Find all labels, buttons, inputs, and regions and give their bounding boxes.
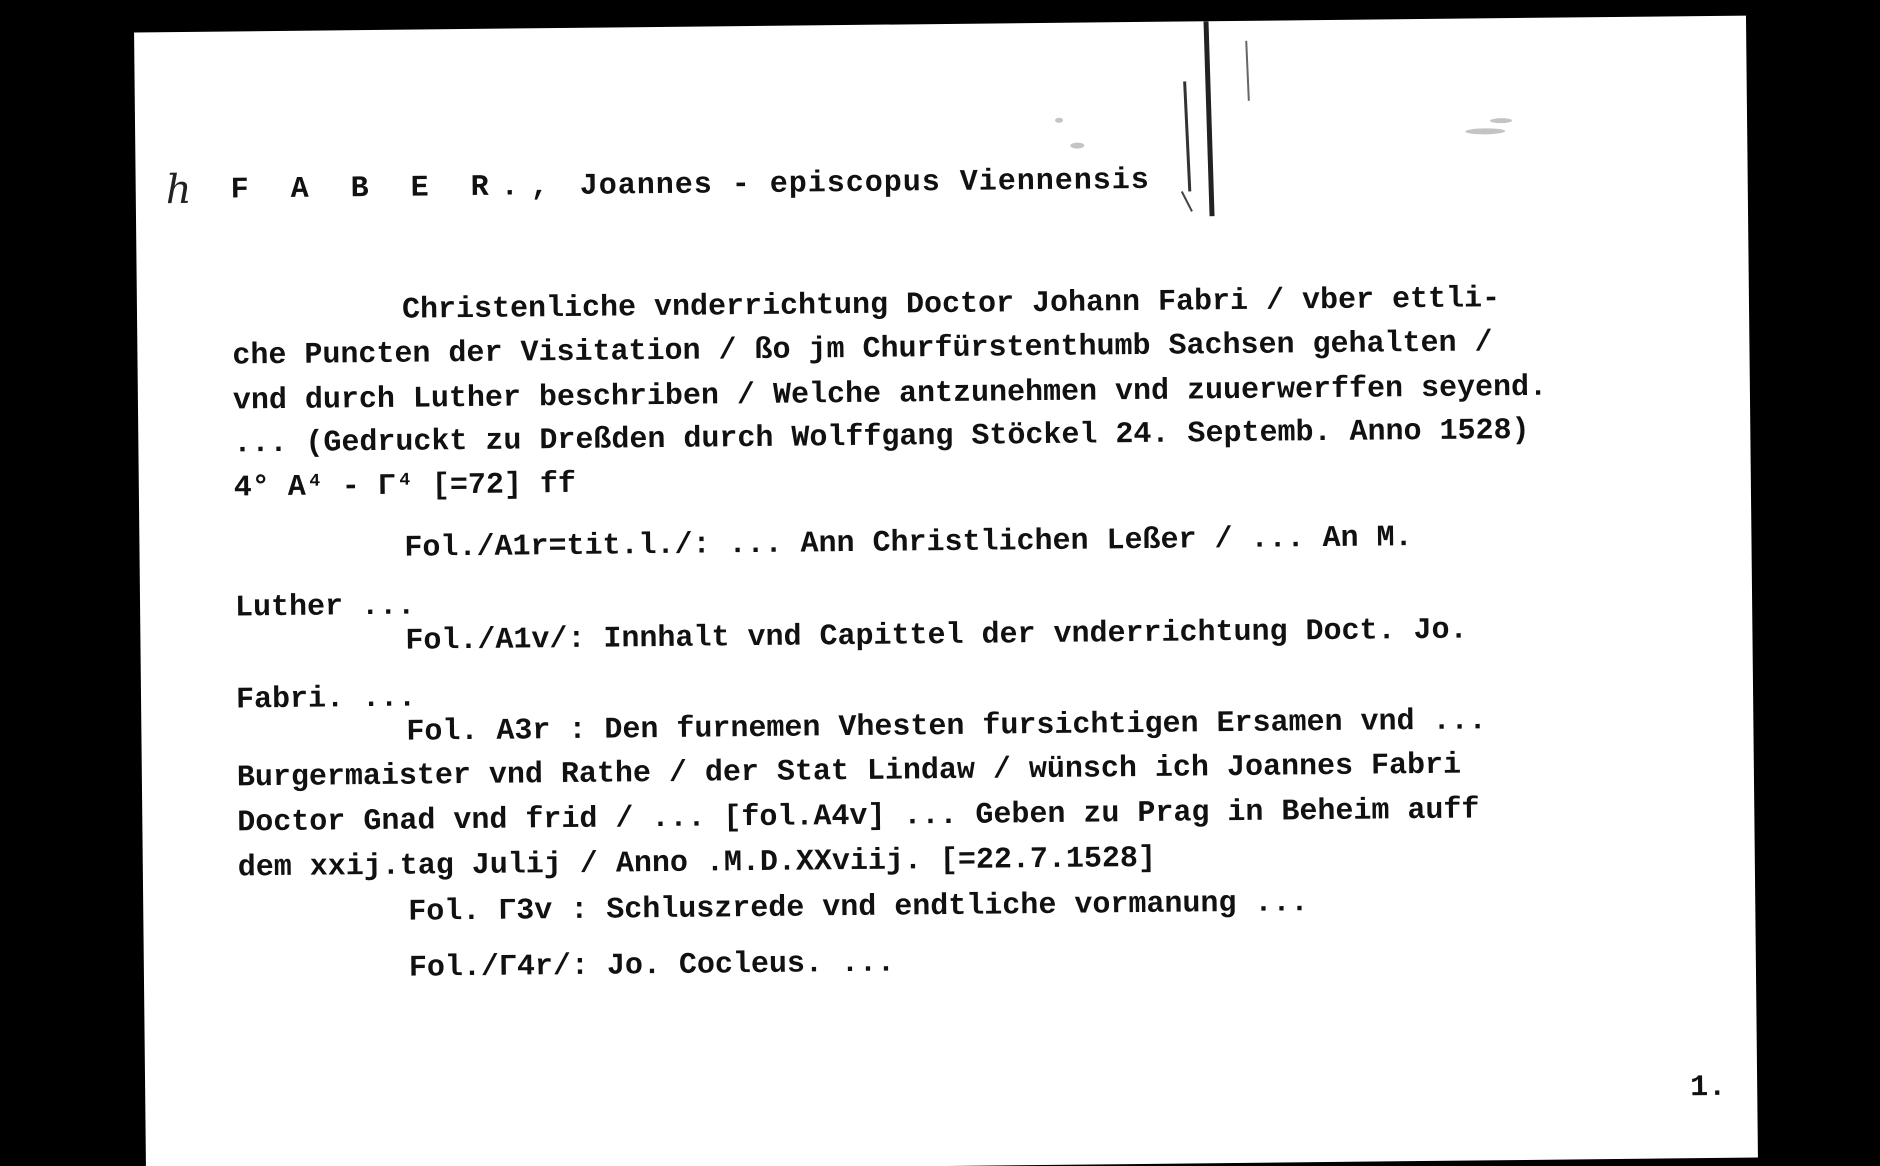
heading-rest: Joannes - episcopus Viennensis [579, 163, 1151, 204]
speck [1055, 118, 1063, 123]
collation-line: 4° A⁴ - Γ⁴ [=72] ff [233, 467, 577, 506]
text-line-11: Burgermaister vnd Rathe / der Stat Lindaw / wünsch ich Joannes Fabri [236, 748, 1462, 796]
text-line-1: Christenliche vnderrichtung Doctor Johann Fabri / vber ettli- [401, 282, 1501, 328]
text-line-8: Fol./A1v/: Innhalt vnd Capittel der vnderrichtung Doct. Jo. [405, 613, 1468, 659]
heading-surname: F A B E R., [230, 170, 561, 208]
text-line-9: Fabri. ... [235, 681, 417, 718]
text-line-12: Doctor Gnad vnd frid / ... [fol.A4v] ... Geben zu Prag in Beheim auff [237, 793, 1480, 841]
speck [1465, 128, 1505, 134]
catalog-card [134, 16, 1758, 1166]
heading [231, 164, 1150, 208]
text-line-3: vnd durch Luther beschriben / Welche antzunehmen vnd zuuerwerffen seyend. [232, 370, 1548, 419]
text-line-2: che Puncten der Visitation / ßo jm Churfürstenthumb Sachsen gehalten / [232, 326, 1493, 374]
tape-residue [1176, 20, 1318, 231]
text-line-7: Luther ... [234, 589, 416, 626]
text-line-13: dem xxij.tag Julij / Anno .M.D.XXviij. [=22.7.1528] [237, 841, 1157, 886]
text-line-4: ... (Gedruckt zu Dreßden durch Wolffgang Stöckel 24. Septemb. Anno 1528) [233, 413, 1530, 462]
margin-mark: h [165, 166, 192, 214]
text-line-15: Fol./Γ4r/: Jo. Cocleus. ... [408, 946, 896, 986]
speck [1490, 118, 1512, 123]
page-number: 1. [1690, 1070, 1727, 1106]
text-line-14: Fol. Γ3v : Schluszrede vnd endtliche vormanung ... [408, 886, 1309, 930]
speck [1070, 143, 1084, 149]
text-line-10: Fol. A3r : Den furnemen Vhesten fursichtigen Ersamen vnd ... [406, 704, 1487, 750]
text-line-6: Fol./A1r=tit.l./: ... Ann Christlichen Leßer / ... An M. [404, 521, 1413, 566]
